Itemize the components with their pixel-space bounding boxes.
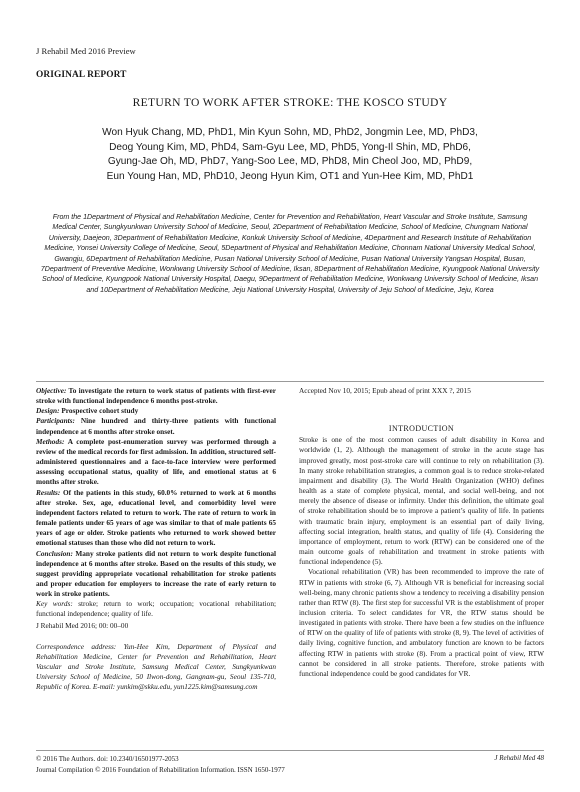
abstract-conclusion — [36, 549, 276, 600]
report-type: ORIGINAL REPORT — [36, 70, 127, 80]
keywords — [36, 599, 276, 619]
article-title: RETURN TO WORK AFTER STROKE: THE KOSCO STUDY — [132, 96, 448, 109]
author-list — [40, 126, 540, 184]
author-line: Eun Young Han, MD, PhD10, Jeong Hyun Kim, OT1 and Yun-Hee Kim, MD, PhD1 — [106, 170, 474, 182]
journal-reference: J Rehabil Med 2016; 00: 00–00 — [36, 620, 129, 630]
abstract-results — [36, 488, 276, 549]
footer-page-label: J Rehabil Med 48 — [494, 754, 544, 762]
accepted-date: Accepted Nov 10, 2015; Epub ahead of print XXX ?, 2015 — [299, 386, 471, 395]
abstract-objective — [36, 386, 276, 406]
section-text: Many stroke patients did not return to work despite functional independence at 6 months after stroke. Based on the results of this study, we suggest providing appropriate vocational rehabilitation for stroke patients and proper education for employers to increase the rate of early return to work in stroke patients. — [36, 548, 277, 599]
correspondence-address: Correspondence address: Yun-Hee Kim, Department of Physical and Rehabilitation Medicine, Center for Prevention and Rehabilitation, Heart Vascular and Stroke Institute, Samsung Medical Center, Sungkyunkwan University School of Medicine, 50 Ilwon-dong, Gangnam-gu, Seoul 135-710, Republic of Korea. E-mail: yunkim@skku.edu, yun1225.kim@samsung.com — [36, 641, 276, 692]
main-column — [299, 386, 544, 679]
section-label: Design: — [36, 406, 60, 416]
section-text: A complete post-enumeration survey was performed through a review of the medical records for first admission. In addition, structured self-administered questionnaires and a face-to-face interview were performed assessing occupational status, quality of life, and emotional status at 6 months after stroke. — [36, 436, 277, 487]
paragraph: Vocational rehabilitation (VR) has been recommended to improve the rate of RTW in patients with stroke (6, 7). Although VR is beneficial for increasing social well-being, many chronic patients show a tendency to receiving a disability pension rather than RTW (8). The first step for successful VR is the establishment of proper inclusion criteria. To select candidates for VR, the RTW status should be investigated in patients with stroke. There have been a few studies on the influence of RTW on the quality of life of patients with stroke (8, 9). The level of activities of daily living, cognitive function, and ambulatory function are known to be factors affecting RTW in patients with stroke (8). From a practical point of view, RTW cannot be considered in all stroke patients. Therefore, stroke patients with functional independence could be good candidates for VR. — [299, 567, 544, 678]
journal-line: J Rehabil Med 2016 Preview — [36, 46, 136, 56]
keywords-text: stroke; return to work; occupation; vocational rehabilitation; functional independence; quality of life. — [36, 599, 277, 619]
section-label: Methods: — [36, 436, 65, 446]
abstract — [36, 386, 276, 693]
abstract-participants — [36, 416, 276, 436]
section-text: Nine hundred and thirty-three patients with functional independence at 6 months after stroke onset. — [36, 416, 276, 436]
section-heading-introduction: INTRODUCTION — [388, 424, 455, 434]
section-text: To investigate the return to work status of patients with first-ever stroke with functional independence 6 months post-stroke. — [36, 386, 276, 406]
paragraph: Stroke is one of the most common causes of adult disability in Korea and worldwide (1, 2). Although the management of stroke in the acute stage has improved greatly, most post-stroke care will continue to rely on rehabilitation (3). In many stroke rehabilitation strategies, a common goal is to reduce stroke-related impairment and disability (3). The World Health Organization (WHO) defines health as a state of complete physical, mental, and social well-being, and not merely the absence of disease or infirmity. Under this definition, the ultimate goal of stroke rehabilitation should be to improve a patient’s quality of life. In patients with traumatic brain injury, employment is an essential part of daily living, affecting social integration, health status, and quality of life (4). Considering the importance of employment, return to work (RTW) can be considered one of the main outcome goals of rehabilitation and treatment in stroke patients with functional independence (5). — [299, 435, 544, 567]
section-label: Results: — [36, 487, 61, 497]
section-text: Prospective cohort study — [61, 406, 139, 416]
divider — [36, 381, 544, 382]
footer-compilation: Journal Compilation © 2016 Foundation of Rehabilitation Information. ISSN 1650-1977 — [36, 765, 285, 774]
author-line: Gyung-Jae Oh, MD, PhD7, Yang-Soo Lee, MD, PhD8, Min Cheol Joo, MD, PhD9, — [107, 156, 473, 167]
author-line: Won Hyuk Chang, MD, PhD1, Min Kyun Sohn, MD, PhD2, Jongmin Lee, MD, PhD3, — [102, 127, 478, 138]
section-label: Conclusion: — [36, 548, 73, 558]
section-label: Objective: — [36, 386, 67, 395]
keywords-label: Key words: — [36, 599, 73, 609]
footer-copyright: © 2016 The Authors. doi: 10.2340/16501977-2053 — [36, 755, 179, 763]
footer — [36, 754, 285, 775]
affiliations: From the 1Department of Physical and Rehabilitation Medicine, Center for Prevention and Rehabilitation, Heart Vascular and Stroke Institute, Samsung Medical Center, Sungkyunkwan University School of Medicine, Seoul, 2Department of Rehabilitation Medicine, School of Medicine, Chungnam National University, Daejeon, 3Department of Rehabilitation Medicine, Konkuk University School of Medicine, 4Department and Research Institute of Rehabilitation Medicine, Yonsei University College of Medicine, Seoul, 5Department of Physical and Rehabilitation Medicine, Chonnam National University Medical School, Gwangju, 6Department of Rehabilitation Medicine, Pusan National University School of Medicine, Pusan National University Yangsan Hospital, Busan, 7Department of Preventive Medicine, Wonkwang University School of Medicine, Iksan, 8Department of Rehabilitation Medicine, Kyungpook National University School of Medicine, Kyungpook National University Hospital, Daegu, 9Department of Rehabilitation Medicine, Wonkwang University School of Medicine, Iksan and 10Department of Rehabilitation Medicine, Jeju National University Hospital, University of Jeju School of Medicine, Jeju, Korea — [40, 213, 540, 294]
abstract-methods — [36, 437, 276, 488]
author-line: Deog Young Kim, MD, PhD4, Sam-Gyu Lee, MD, PhD5, Yong-Il Shin, MD, PhD6, — [109, 141, 471, 153]
abstract-design — [36, 406, 276, 416]
section-label: Participants: — [36, 416, 75, 426]
divider — [36, 750, 544, 751]
section-text: Of the patients in this study, 60.0% returned to work at 6 months after stroke. Sex, age, educational level, and comorbidity level were independent factors related to return to work. The rate of return to work in female patients under 65 years of age was similar to that of male patients 65 years of age or older. Stroke patients who returned to work showed better emotional statuses than those who did not return to work. — [36, 487, 277, 548]
